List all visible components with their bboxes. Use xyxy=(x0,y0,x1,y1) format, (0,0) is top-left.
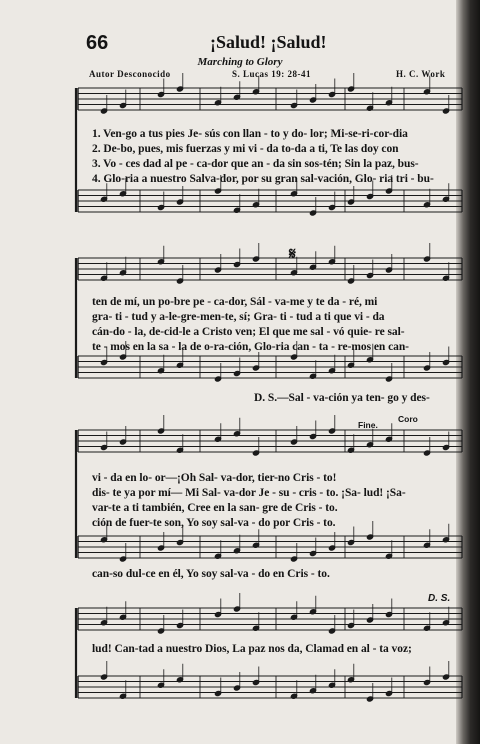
system3-bottom-line: can-so dul-ce en él, Yo soy sal-va - do en Cris - to. xyxy=(92,568,330,580)
system3-verse4: ción de fuer-te son, Yo soy sal-va - do por Cris - to. xyxy=(92,517,336,529)
scripture-reference: S. Lucas 19: 28-41 xyxy=(232,69,312,79)
page-number: 66 xyxy=(86,32,109,54)
system3-verse2: dis- te ya por mí— Mi Sal- va-dor Je - su - cris - to. ¡Sa- lud! ¡Sa- xyxy=(92,487,406,499)
system2-verse1: ten de mí, un po-bre pe - ca-dor, Sál - va-me y te da - ré, mi xyxy=(92,296,378,308)
system4-refrain: lud! Can-tad a nuestro Dios, La paz nos da, Clamad en al - ta voz; xyxy=(92,643,412,655)
system1-verse3: 3. Vo - ces dad al pe - ca-dor que an - da sin sos-tén; Sin la paz, bus- xyxy=(92,158,419,170)
system2-verse2: gra- ti - tud y a-le-gre-men-te, sí; Gra- ti - tud a ti que vi - da xyxy=(92,311,385,323)
system1-verse4: 4. Glo-ria a nuestro Salva-dor, por su gran sal-vación, Glo- ria tri - bu- xyxy=(92,173,434,185)
tune-name: Marching to Glory xyxy=(197,56,283,68)
system2-verse4: te - mos en la sa - la de o-ra-ción, Glo-ria can - ta - re-mos en can- xyxy=(92,341,409,353)
fine-marking: Fine. xyxy=(358,420,378,430)
system3-verse3: var-te a ti también, Cree en la san- gre de Cris - to. xyxy=(92,502,338,514)
system2-ds-line: D. S.—Sal - va-ción ya ten- go y des- xyxy=(254,392,430,404)
segno-sign: 𝄋 xyxy=(289,246,296,263)
composer-credit: H. C. Work xyxy=(396,69,446,79)
system1-verse2: 2. De-bo, pues, mis fuerzas y mi vi - da to-da a ti, Te las doy con xyxy=(92,143,399,155)
author-credit: Autor Desconocido xyxy=(89,69,171,79)
hymn-title: ¡Salud! ¡Salud! xyxy=(210,32,327,52)
system1-verse1: 1. Ven-go a tus pies Je- sús con llan - to y do- lor; Mi-se-ri-cor-dia xyxy=(92,128,408,140)
coro-marking: Coro xyxy=(398,414,418,424)
ds-marking: D. S. xyxy=(428,593,451,604)
system2-verse3: cán-do - la, de-cid-le a Cristo ven; El que me sal - vó quie- re sal- xyxy=(92,326,405,338)
system3-verse1: vi - da en lo- or—¡Oh Sal- va-dor, tier-no Cris - to! xyxy=(92,472,337,484)
